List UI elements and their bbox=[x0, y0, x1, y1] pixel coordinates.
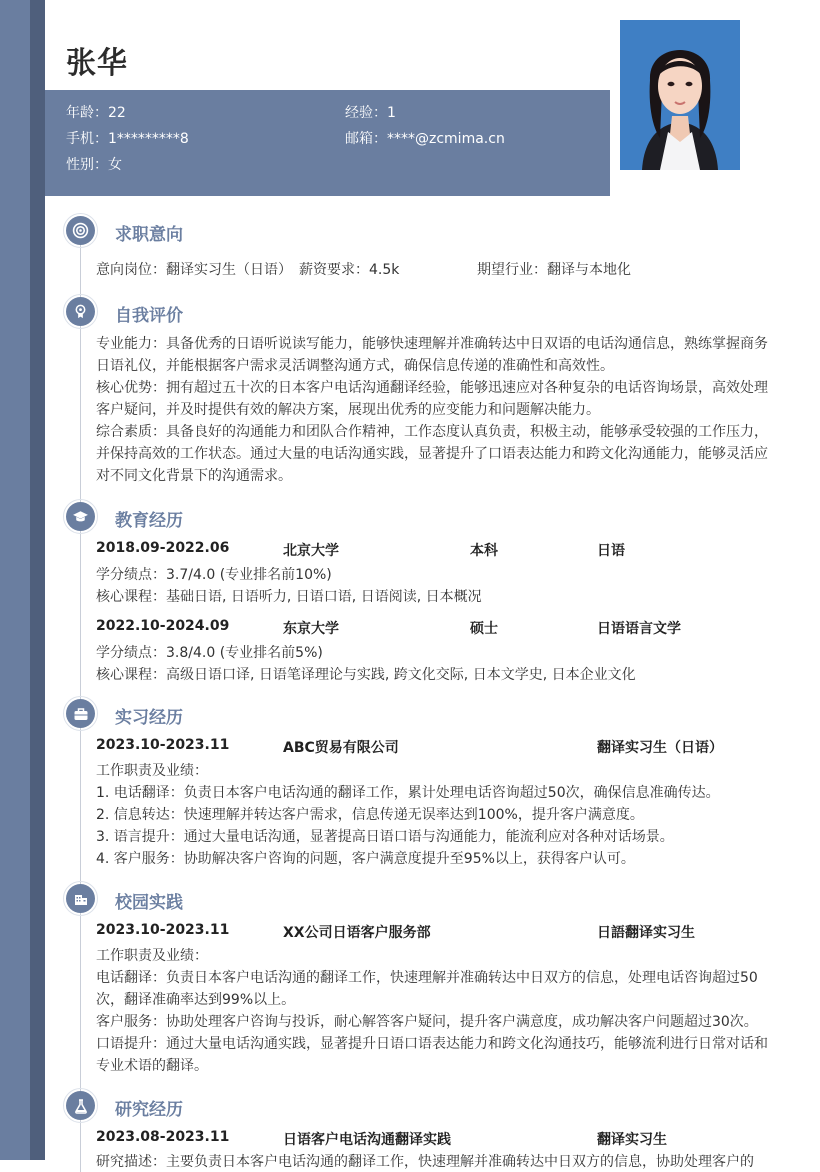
section-title-campus: 校园实践 bbox=[115, 893, 183, 913]
email-field bbox=[345, 128, 505, 148]
age-field bbox=[66, 102, 126, 122]
experience-value: 1 bbox=[387, 105, 396, 121]
campus-duty-service: 客户服务：协助处理客户咨询与投诉，耐心解答客户疑问，提升客户满意度，成功解决客户问题超过30次。 bbox=[96, 1014, 758, 1030]
email-label: 邮箱： bbox=[345, 131, 387, 147]
self-evaluation-ability: 专业能力：具备优秀的日语听说读写能力，能够快速理解并准确转达中日双语的电话沟通信息，熟练掌握商务日语礼仪，并能根据客户需求灵活调整沟通方式，确保信息传递的准确性和高效性。 bbox=[96, 336, 768, 374]
name-area bbox=[45, 0, 610, 90]
campus-date: 2023.10-2023.11 bbox=[96, 922, 230, 938]
self-evaluation-text bbox=[96, 333, 768, 487]
building-icon bbox=[66, 884, 95, 913]
intern-duty-label: 工作职责及业绩： bbox=[96, 763, 208, 779]
section-title-internship: 实习经历 bbox=[115, 708, 183, 728]
intern-date: 2023.10-2023.11 bbox=[96, 737, 230, 753]
gender-label: 性别： bbox=[66, 157, 108, 173]
target-icon bbox=[66, 216, 95, 245]
campus-duty-label: 工作职责及业绩： bbox=[96, 948, 208, 964]
flask-icon bbox=[66, 1091, 95, 1120]
intern-company: ABC贸易有限公司 bbox=[283, 740, 399, 756]
intent-position: 意向岗位：翻译实习生（日语） bbox=[96, 262, 292, 278]
section-title-self: 自我评价 bbox=[115, 306, 183, 326]
edu-2-date: 2022.10-2024.09 bbox=[96, 618, 230, 634]
side-stripe bbox=[0, 0, 30, 1160]
research-role: 翻译实习生 bbox=[597, 1132, 667, 1148]
campus-duty-speaking: 口语提升：通过大量电话沟通实践，显著提升日语口语表达能力和跨文化沟通技巧，能够流利进行日常对话和专业术语的翻译。 bbox=[96, 1036, 768, 1074]
intent-industry: 期望行业：翻译与本地化 bbox=[477, 262, 631, 278]
intern-duty-line: 2. 信息转达：快速理解并转达客户需求，信息传递无误率达到100%，提升客户满意度。 bbox=[96, 807, 644, 823]
phone-label: 手机： bbox=[66, 131, 108, 147]
side-stripe-dark bbox=[30, 0, 45, 1160]
campus-duties bbox=[96, 945, 768, 1077]
intent-salary: 薪资要求：4.5k bbox=[299, 262, 400, 278]
edu-1-gpa: 学分绩点：3.7/4.0 (专业排名前10%) bbox=[96, 567, 332, 583]
gender-value: 女 bbox=[108, 157, 122, 173]
intern-duty-line: 1. 电话翻译：负责日本客户电话沟通的翻译工作，累计处理电话咨询超过50次，确保信息准确传达。 bbox=[96, 785, 720, 801]
graduation-cap-icon bbox=[66, 502, 95, 531]
campus-role: 日語翻译实习生 bbox=[597, 925, 695, 941]
edu-1-major: 日语 bbox=[597, 543, 625, 559]
campus-org: XX公司日语客户服务部 bbox=[283, 925, 431, 941]
self-evaluation-icon bbox=[66, 297, 95, 326]
section-title-research: 研究经历 bbox=[115, 1100, 183, 1120]
age-label: 年龄： bbox=[66, 105, 108, 121]
intern-duties bbox=[96, 760, 768, 870]
edu-1-school: 北京大学 bbox=[283, 543, 339, 559]
email-value: ****@zcmima.cn bbox=[387, 131, 505, 147]
research-date: 2023.08-2023.11 bbox=[96, 1129, 230, 1145]
campus-duty-translation: 电话翻译：负责日本客户电话沟通的翻译工作，快速理解并准确转达中日双方的信息，处理电话咨询超过50次，翻译准确率达到99%以上。 bbox=[96, 970, 758, 1008]
intern-duty-line: 4. 客户服务：协助解决客户咨询的问题，客户满意度提升至95%以上，获得客户认可。 bbox=[96, 851, 635, 867]
section-title-intent: 求职意向 bbox=[115, 225, 183, 245]
research-project: 日语客户电话沟通翻译实践 bbox=[283, 1132, 451, 1148]
portrait-illustration bbox=[620, 20, 740, 170]
gender-field bbox=[66, 154, 122, 174]
edu-2-school: 东京大学 bbox=[283, 621, 339, 637]
briefcase-icon bbox=[66, 699, 95, 728]
intern-role: 翻译实习生（日语） bbox=[597, 740, 723, 756]
self-evaluation-quality: 综合素质：具备良好的沟通能力和团队合作精神，工作态度认真负责，积极主动，能够承受较强的工作压力，并保持高效的工作状态。通过大量的电话沟通实践，显著提升了口语表达能力和跨文化沟通能力，能够灵活应对不同文化背景下的沟通需求。 bbox=[96, 424, 768, 484]
edu-1-date: 2018.09-2022.06 bbox=[96, 540, 230, 556]
edu-1-degree: 本科 bbox=[470, 543, 498, 559]
section-title-education: 教育经历 bbox=[115, 511, 183, 531]
self-evaluation-advantage: 核心优势：拥有超过五十次的日本客户电话沟通翻译经验，能够迅速应对各种复杂的电话咨询场景，高效处理客户疑问，并及时提供有效的解决方案，展现出优秀的应变能力和问题解决能力。 bbox=[96, 380, 768, 418]
edu-1-courses: 核心课程：基础日语, 日语听力, 日语口语, 日语阅读, 日本概况 bbox=[96, 589, 482, 605]
experience-field bbox=[345, 102, 396, 122]
age-value: 22 bbox=[108, 105, 126, 121]
resume-name: 张华 bbox=[66, 46, 128, 81]
research-description: 研究描述：主要负责日本客户电话沟通的翻译工作，快速理解并准确转达中日双方的信息，协助处理客户的 bbox=[96, 1154, 754, 1170]
edu-2-courses: 核心课程：高级日语口译, 日语笔译理论与实践, 跨文化交际, 日本文学史, 日本企业文化 bbox=[96, 667, 636, 683]
phone-field bbox=[66, 128, 189, 148]
phone-value: 1*********8 bbox=[108, 131, 189, 147]
edu-2-major: 日语语言文学 bbox=[597, 621, 681, 637]
edu-2-gpa: 学分绩点：3.8/4.0 (专业排名前5%) bbox=[96, 645, 323, 661]
edu-2-degree: 硕士 bbox=[470, 621, 498, 637]
experience-label: 经验： bbox=[345, 105, 387, 121]
profile-photo bbox=[620, 20, 740, 170]
intern-duty-line: 3. 语言提升：通过大量电话沟通，显著提高日语口语与沟通能力，能流利应对各种对话场景。 bbox=[96, 829, 674, 845]
